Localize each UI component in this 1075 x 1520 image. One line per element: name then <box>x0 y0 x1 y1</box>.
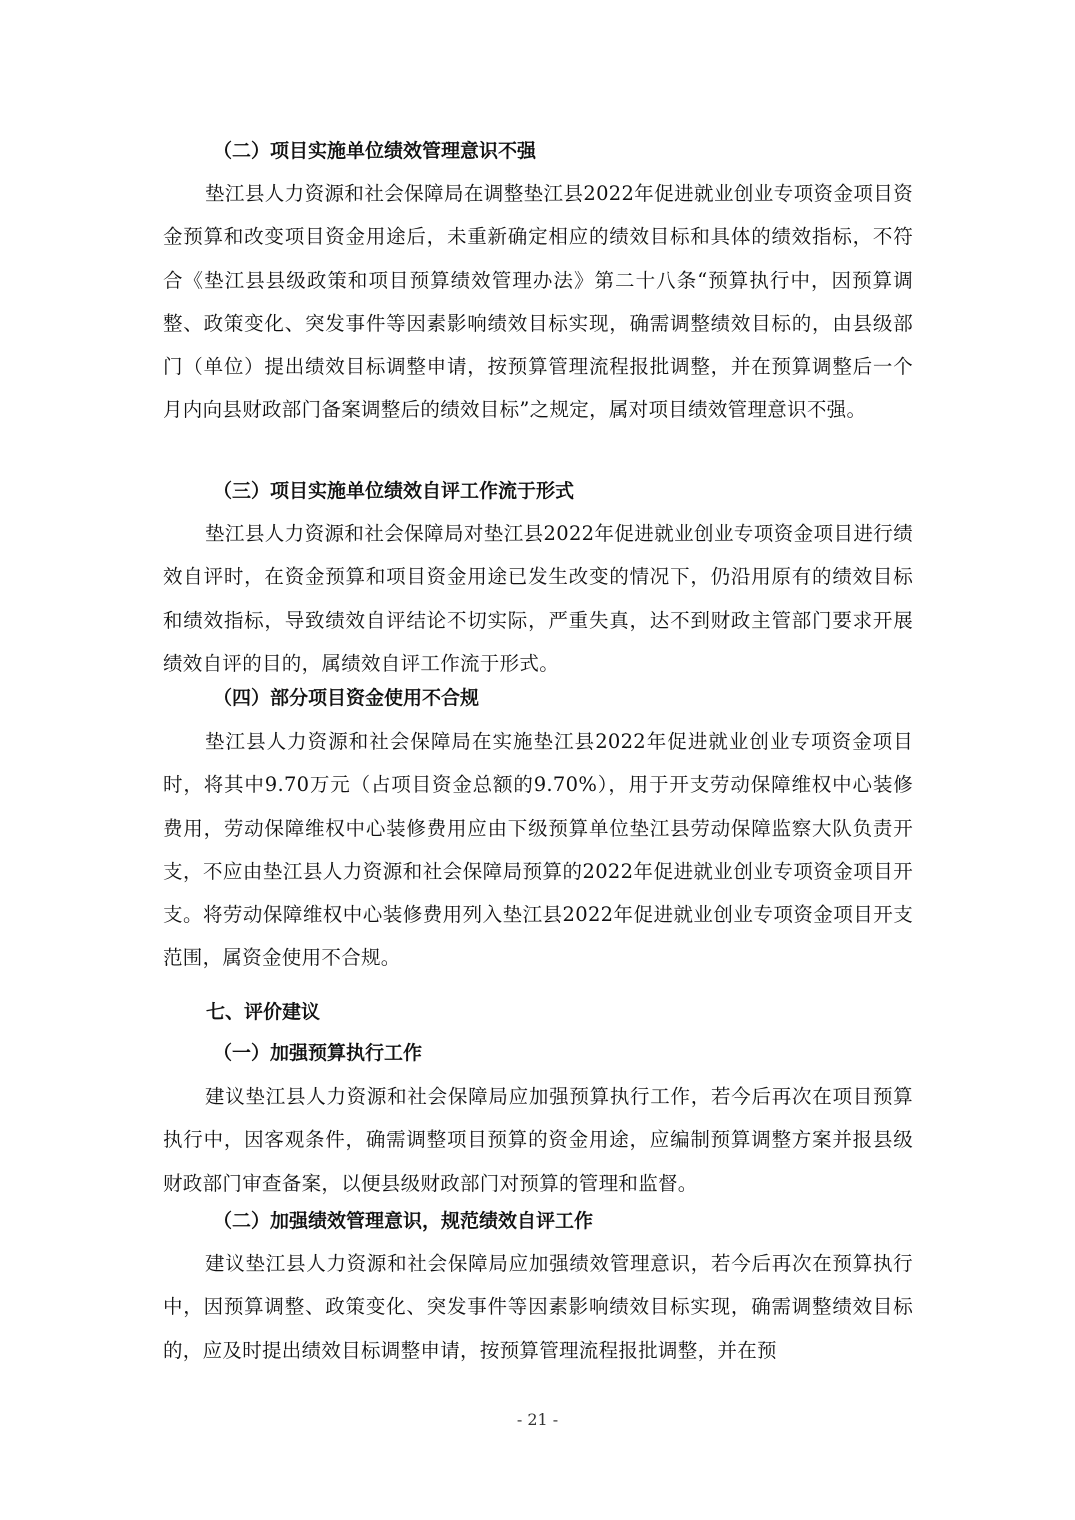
page-number: - 21 - <box>516 1410 559 1429</box>
heading-evaluation-suggestions: 七、评价建议 <box>206 1001 321 1023</box>
heading-self-evaluation: （三）项目实施单位绩效自评工作流于形式 <box>213 480 575 502</box>
paragraph-4 <box>163 720 913 980</box>
paragraph-2 <box>163 172 913 432</box>
heading-strengthen-budget-execution: （一）加强预算执行工作 <box>213 1042 423 1064</box>
section-heading-4 <box>163 685 913 711</box>
heading-performance-awareness: （二）项目实施单位绩效管理意识不强 <box>213 140 537 162</box>
heading-strengthen-performance-management: （二）加强绩效管理意识，规范绩效自评工作 <box>213 1210 594 1232</box>
suggestion-heading-1 <box>163 1040 913 1066</box>
body-paragraph: 垫江县人力资源和社会保障局在实施垫江县2022年促进就业创业专项资金项目时，将其中9.70万元（占项目资金总额的9.70%），用于开支劳动保障维权中心装修费用，劳动保障维权中心装修费用应由下级预算单位垫江县劳动保障监察大队负责开支，不应由垫江县人力资源和社会保障局预算的2022年促进就业创业专项资金项目开支。将劳动保障维权中心装修费用列入垫江县2022年促进就业创业专项资金项目开支范围，属资金使用不合规。 <box>163 730 913 970</box>
body-paragraph: 建议垫江县人力资源和社会保障局应加强预算执行工作，若今后再次在项目预算执行中，因客观条件，确需调整项目预算的资金用途，应编制预算调整方案并报县级财政部门审查备案，以便县级财政部门对预算的管理和监督。 <box>163 1085 913 1195</box>
body-paragraph: 垫江县人力资源和社会保障局在调整垫江县2022年促进就业创业专项资金项目资金预算和改变项目资金用途后，未重新确定相应的绩效目标和具体的绩效指标，不符合《垫江县县级政策和项目预算绩效管理办法》第二十八条“预算执行中，因预算调整、政策变化、突发事件等因素影响绩效目标实现，确需调整绩效目标的，由县级部门（单位）提出绩效目标调整申请，按预算管理流程报批调整，并在预算调整后一个月内向县财政部门备案调整后的绩效目标”之规定，属对项目绩效管理意识不强。 <box>163 182 913 422</box>
section-heading-2 <box>163 138 913 164</box>
heading-fund-compliance: （四）部分项目资金使用不合规 <box>213 687 480 709</box>
chapter-heading-7 <box>163 999 913 1025</box>
body-paragraph: 建议垫江县人力资源和社会保障局应加强绩效管理意识，若今后再次在预算执行中，因预算调整、政策变化、突发事件等因素影响绩效目标实现，确需调整绩效目标的，应及时提出绩效目标调整申请，按预算管理流程报批调整，并在预 <box>163 1252 913 1362</box>
suggestion-heading-2 <box>163 1208 913 1234</box>
section-heading-3 <box>163 478 913 504</box>
paragraph-3 <box>163 512 913 685</box>
body-paragraph: 垫江县人力资源和社会保障局对垫江县2022年促进就业创业专项资金项目进行绩效自评时，在资金预算和项目资金用途已发生改变的情况下，仍沿用原有的绩效目标和绩效指标，导致绩效自评结论不切实际，严重失真，达不到财政主管部门要求开展绩效自评的目的，属绩效自评工作流于形式。 <box>163 522 913 675</box>
suggestion-paragraph-2 <box>163 1242 913 1372</box>
suggestion-paragraph-1 <box>163 1075 913 1205</box>
